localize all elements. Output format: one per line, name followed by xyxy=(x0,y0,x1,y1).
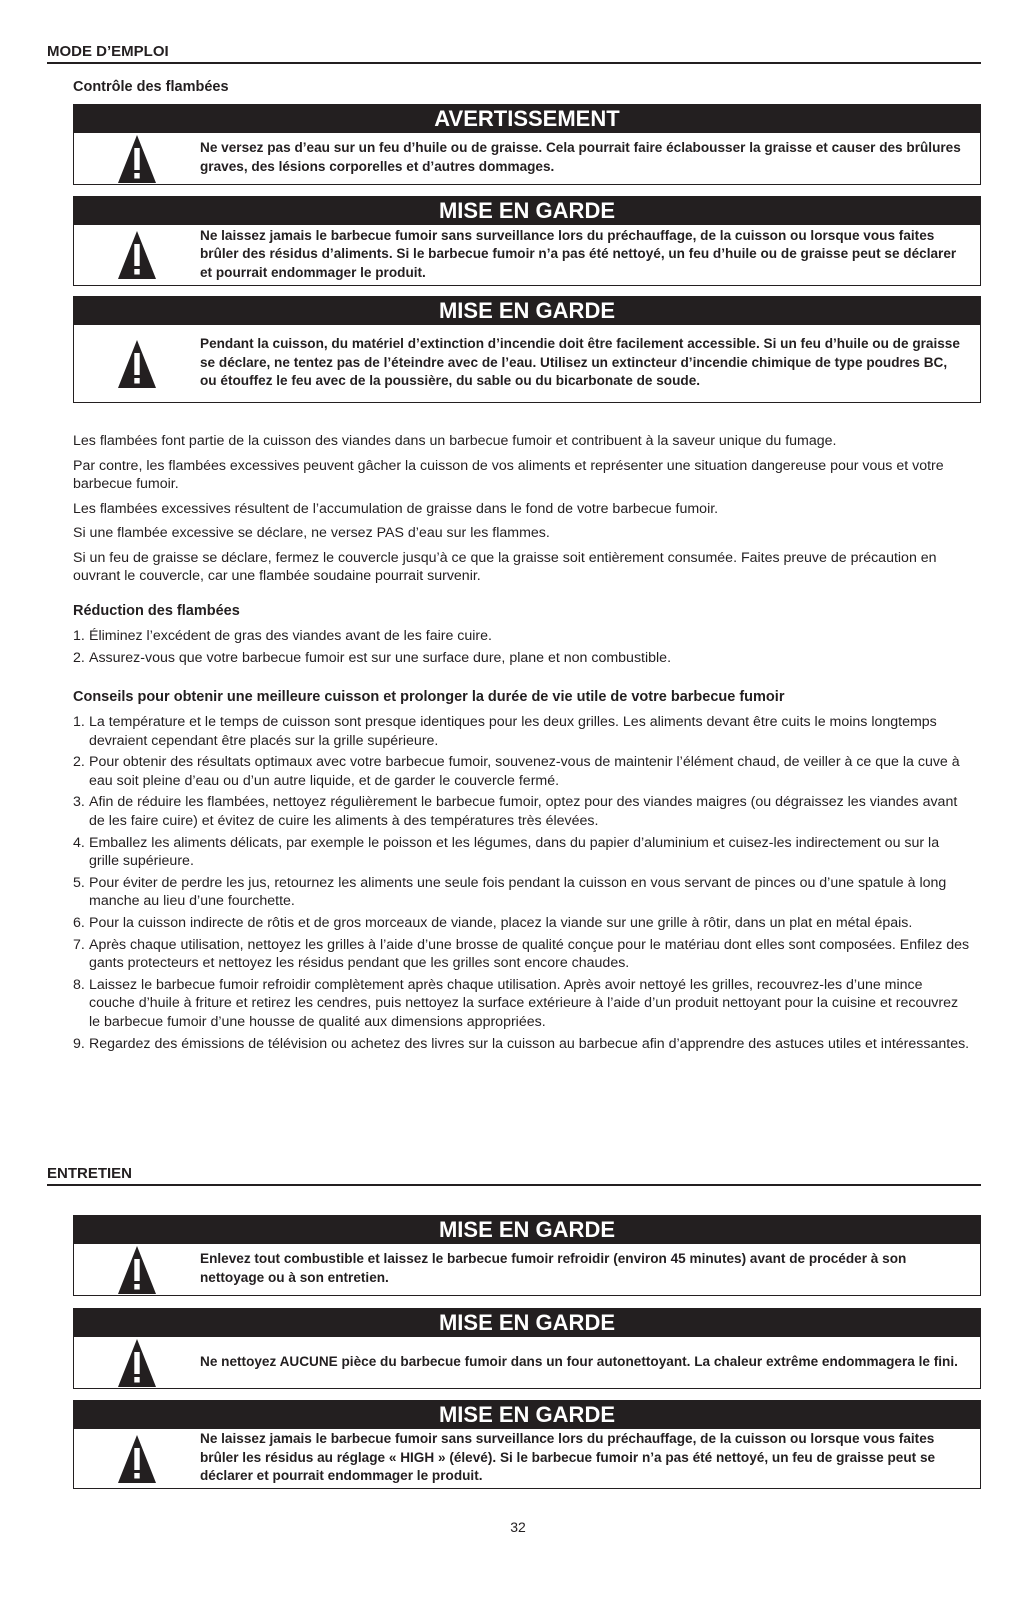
list-text: Laissez le barbecue fumoir refroidir complètement après chaque utilisation. Après avoir nettoyé les grilles, recouvrez-les d’une mince couche d’huile à friture et retirez les cendres, puis nettoyez la surface extérieure à l’aide d’un produit nettoyant pour la cuisine et recouvrez le barbecue fumoir d’une housse de qualité aux dimensions appropriées. xyxy=(89,976,959,1030)
list-item xyxy=(73,1035,971,1054)
warning-triangle-icon xyxy=(74,1246,200,1294)
subheading-flare-control: Contrôle des flambées xyxy=(73,79,229,95)
list-number: 6. xyxy=(73,914,85,931)
list-number: 1. xyxy=(73,714,85,730)
paragraph: Par contre, les flambées excessives peuvent gâcher la cuisson de vos aliments et représenter une situation dangereuse pour vous et votre barbecue fumoir. xyxy=(73,457,944,492)
list-item xyxy=(73,874,971,911)
list-item xyxy=(73,649,973,668)
list-number: 5. xyxy=(73,874,85,891)
list-item xyxy=(73,976,971,1032)
list-text: Pour obtenir des résultats optimaux avec votre barbecue fumoir, souvenez-vous de maintenir l’élément chaud, de veiller à ce que la cuve à eau soit pleine d’eau ou d’un autre liquide, et de garder le couvercle fermé. xyxy=(89,754,960,789)
caution-text: Pendant la cuisson, du matériel d’extinction d’incendie doit être facilement accessible. Si un feu d’huile ou de graisse se déclare, ne tentez pas de l’éteindre avec de l’eau. Utilisez un extincteur d’incendie chimique de type poudres BC, ou étouffez le feu avec de la poussière, du sable ou du bicarbonate de soude. xyxy=(200,336,960,389)
caution-box xyxy=(73,296,981,403)
warning-triangle-icon xyxy=(74,231,200,279)
list-number: 8. xyxy=(73,976,85,993)
list-text: Assurez-vous que votre barbecue fumoir est sur une surface dure, plane et non combustible. xyxy=(89,649,672,666)
caution-box xyxy=(73,196,981,286)
list-number: 4. xyxy=(73,834,85,851)
caution-title: MISE EN GARDE xyxy=(74,297,980,325)
warning-triangle-icon xyxy=(74,1435,200,1483)
reduction-list xyxy=(73,627,973,670)
caution-title: MISE EN GARDE xyxy=(74,1401,980,1429)
caution-text: Ne laissez jamais le barbecue fumoir sans surveillance lors du préchauffage, de la cuisson ou lorsque vous faites brûler les résidus au réglage « HIGH » (élevé). Si le barbecue fumoir n’a pas été nettoyé, un feu de graisse peut se déclarer et pourrait endommager le produit. xyxy=(200,1431,936,1484)
list-item xyxy=(73,936,971,973)
list-number: 2. xyxy=(73,754,85,771)
warning-triangle-icon xyxy=(74,340,200,388)
warning-box xyxy=(73,104,981,185)
list-item xyxy=(73,627,973,646)
list-text: Emballez les aliments délicats, par exemple le poisson et les légumes, dans du papier d’aluminium et cuisez-les indirectement ou sur la grille supérieure. xyxy=(89,834,940,870)
list-text: La température et le temps de cuisson sont presque identiques pour les deux grilles. Les aliments devant être cuits le moins longtemps devraient cependant être placés sur la grille supérieure. xyxy=(89,714,937,749)
caution-box xyxy=(73,1215,981,1296)
warning-triangle-icon xyxy=(74,135,200,183)
caution-title: MISE EN GARDE xyxy=(74,197,980,225)
paragraph: Les flambées excessives résultent de l’accumulation de graisse dans le fond de votre barbecue fumoir. xyxy=(73,500,719,517)
warning-triangle-icon xyxy=(74,1339,200,1387)
list-text: Pour éviter de perdre les jus, retournez les aliments une seule fois pendant la cuisson en vous servant de pinces ou d’une spatule à long manche au lieu d’une fourchette. xyxy=(89,874,947,910)
list-number: 3. xyxy=(73,794,85,811)
caution-title: MISE EN GARDE xyxy=(74,1216,980,1244)
section-heading-mode-emploi: MODE D’EMPLOI xyxy=(47,43,981,64)
list-item xyxy=(73,713,971,750)
caution-text: Ne nettoyez AUCUNE pièce du barbecue fumoir dans un four autonettoyant. La chaleur extrême endommagera le fini. xyxy=(200,1353,958,1369)
list-text: Regardez des émissions de télévision ou achetez des livres sur la cuisson au barbecue afin d’apprendre des astuces utiles et intéressantes. xyxy=(89,1035,970,1052)
list-number: 7. xyxy=(73,936,85,953)
list-text: Après chaque utilisation, nettoyez les grilles à l’aide d’une brosse de qualité conçue pour le matériau dont elles sont composées. Enfilez des gants protecteurs et nettoyez les résidus pendant que les grilles sont encore chaudes. xyxy=(89,936,970,972)
list-item xyxy=(73,834,971,871)
warning-title: AVERTISSEMENT xyxy=(74,105,980,133)
list-item xyxy=(73,793,971,830)
caution-box xyxy=(73,1400,981,1489)
list-number: 9. xyxy=(73,1035,85,1052)
list-text: Éliminez l’excédent de gras des viandes avant de les faire cuire. xyxy=(89,628,492,644)
list-number: 2. xyxy=(73,649,85,666)
section-heading-entretien: ENTRETIEN xyxy=(47,1165,981,1186)
list-text: Afin de réduire les flambées, nettoyez régulièrement le barbecue fumoir, optez pour des viandes maigres (ou dégraissez les viandes avant de les faire cuire) et évitez de cuire les aliments à des températures très élevées. xyxy=(89,794,958,829)
subheading-reduction: Réduction des flambées xyxy=(73,603,240,619)
warning-text: Ne versez pas d’eau sur un feu d’huile ou de graisse. Cela pourrait faire éclabousser la graisse et causer des brûlures graves, des lésions corporelles et d’autres dommages. xyxy=(200,140,961,174)
caution-box xyxy=(73,1308,981,1389)
list-number: 1. xyxy=(73,628,85,644)
flare-paragraphs xyxy=(73,432,973,592)
list-item xyxy=(73,753,971,790)
page-number: 32 xyxy=(510,1519,526,1535)
paragraph: Si une flambée excessive se déclare, ne versez PAS d’eau sur les flammes. xyxy=(73,525,550,541)
list-item xyxy=(73,914,971,933)
list-text: Pour la cuisson indirecte de rôtis et de gros morceaux de viande, placez la viande sur une grille à rôtir, dans un plat en métal épais. xyxy=(89,914,913,931)
paragraph: Les flambées font partie de la cuisson des viandes dans un barbecue fumoir et contribuent à la saveur unique du fumage. xyxy=(73,433,837,449)
caution-title: MISE EN GARDE xyxy=(74,1309,980,1337)
caution-text: Ne laissez jamais le barbecue fumoir sans surveillance lors du préchauffage, de la cuisson ou lorsque vous faites brûler des résidus d’aliments. Si le barbecue fumoir n’a pas été nettoyé, un feu d’huile ou de graisse peut se déclarer et pourrait endommager le produit. xyxy=(200,227,957,280)
tips-list xyxy=(73,713,971,1056)
paragraph: Si un feu de graisse se déclare, fermez le couvercle jusqu’à ce que la graisse soit entièrement consumée. Faites preuve de précaution en ouvrant le couvercle, car une flambée soudaine pourrait survenir. xyxy=(73,549,937,584)
caution-text: Enlevez tout combustible et laissez le barbecue fumoir refroidir (environ 45 minutes) avant de procéder à son nettoyage ou à son entretien. xyxy=(200,1251,907,1285)
subheading-tips: Conseils pour obtenir une meilleure cuisson et prolonger la durée de vie utile de votre barbecue fumoir xyxy=(73,689,785,705)
